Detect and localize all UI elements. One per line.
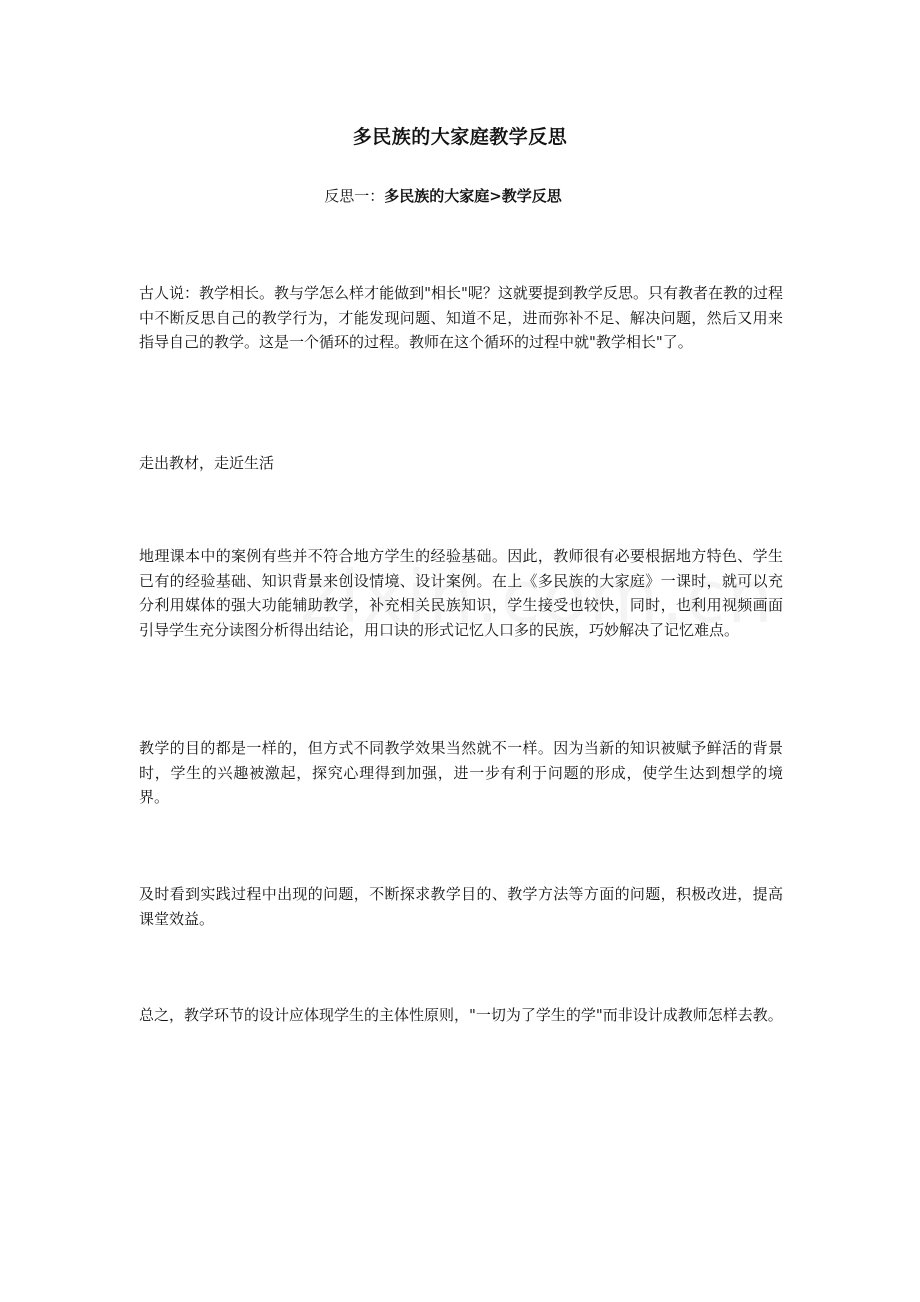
paragraph-textbook-cases: 地理课本中的案例有些并不符合地方学生的经验基础。因此，教师很有必要根据地方特色、学生已有的经验基础、知识背景来创设情境、设计案例。在上《多民族的大家庭》一课时，就可以充分利用媒体的强大功能辅助教学，补充相关民族知识，学生接受也较快，同时，也利用视频画面引导学生充分读图分析得出结论，用口诀的形式记忆人口多的民族，巧妙解决了记忆难点。 xyxy=(139,547,783,639)
subtitle-bold: 多民族的大家庭>教学反思 xyxy=(384,187,562,205)
paragraph-teaching-goal: 教学的目的都是一样的，但方式不同教学效果当然就不一样。因为当新的知识被赋予鲜活的背景时，学生的兴趣被激起，探究心理得到加强，进一步有利于问题的形成，使学生达到想学的境界。 xyxy=(139,739,783,806)
paragraph-practice: 及时看到实践过程中出现的问题，不断探求教学目的、教学方法等方面的问题，积极改进，提高课堂效益。 xyxy=(139,885,783,928)
document-subtitle xyxy=(0,185,886,207)
subtitle-prefix: 反思一： xyxy=(324,187,385,205)
paragraph-heading: 走出教材，走近生活 xyxy=(139,454,275,472)
paragraph-conclusion: 总之，教学环节的设计应体现学生的主体性原则，"一切为了学生的学"而非设计成教师怎样去教。 xyxy=(139,1006,783,1024)
document-title: 多民族的大家庭教学反思 xyxy=(352,126,568,148)
paragraph-intro: 古人说：教学相长。教与学怎么样才能做到"相长"呢？这就要提到教学反思。只有教者在教的过程中不断反思自己的教学行为，才能发现问题、知道不足，进而弥补不足、解决问题，然后又用来指导自己的教学。这是一个循环的过程。教师在这个循环的过程中就"教学相长"了。 xyxy=(139,284,783,351)
